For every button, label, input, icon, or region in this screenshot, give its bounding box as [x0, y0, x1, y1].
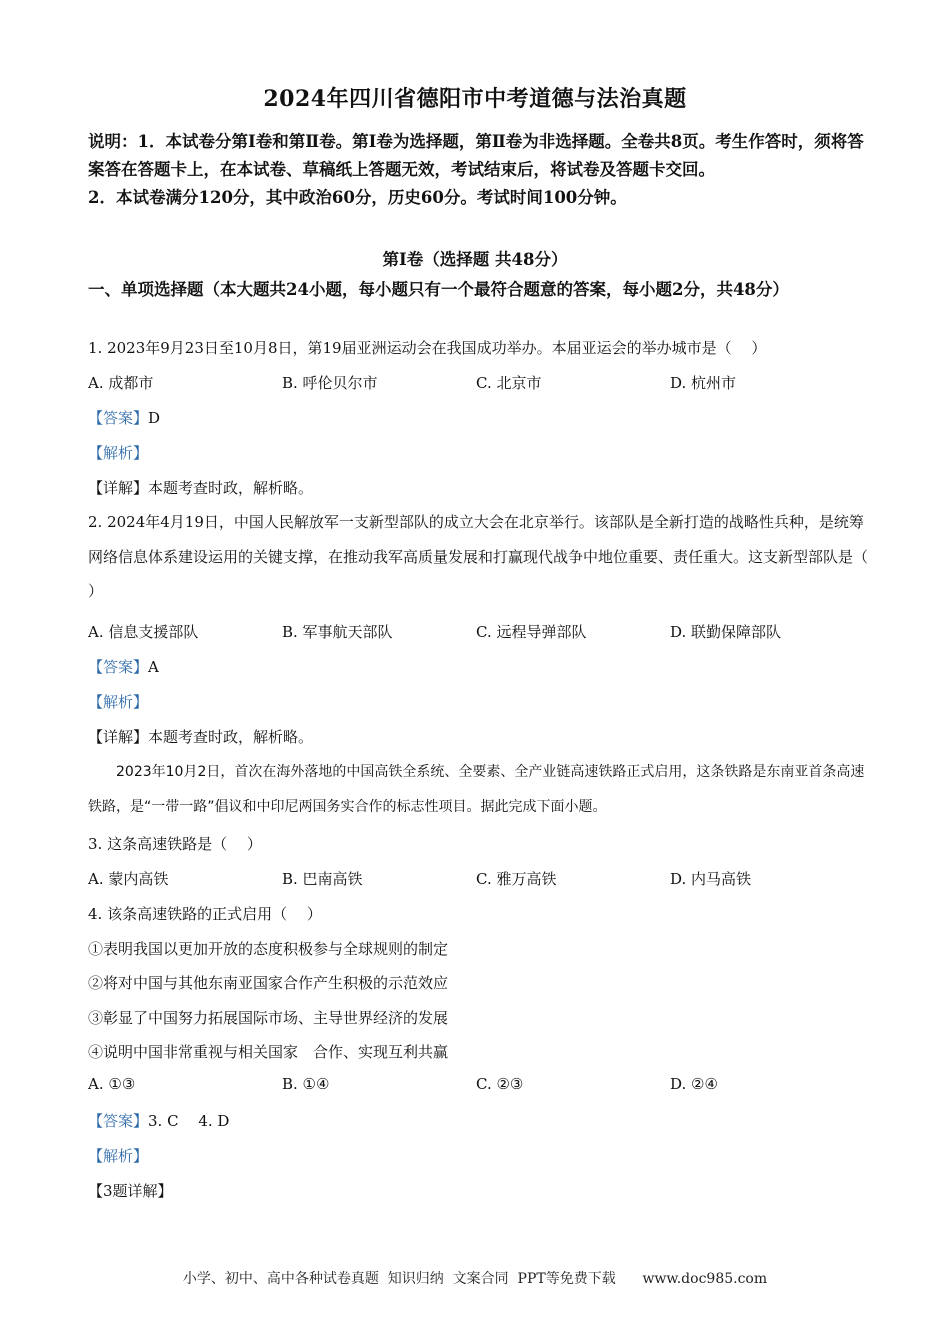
- q2-option-b: B. 军事航天部队: [282, 623, 393, 641]
- q1-option-c: C. 北京市: [476, 374, 542, 392]
- q3-option-a: A. 蒙内高铁: [88, 870, 169, 888]
- q1-stem: 1. 2023年9月23日至10月8日，第19届亚洲运动会在我国成功举办。本届亚运会的举办城市是（ ）: [88, 339, 767, 357]
- q1-options: [88, 372, 888, 394]
- q3-option-b: B. 巴南高铁: [282, 870, 363, 888]
- q1-analysis-label: 【解析】: [88, 444, 149, 462]
- q4-stem: 4. 该条高速铁路的正式启用（ ）: [88, 905, 322, 923]
- q4-option-d: D. ②④: [670, 1075, 718, 1093]
- q3-options: [88, 868, 888, 890]
- page-title: 2024年四川省德阳市中考道德与法治真题: [263, 86, 687, 112]
- q4-option-c: C. ②③: [476, 1075, 524, 1093]
- q4-option-b: B. ①④: [282, 1075, 330, 1093]
- q3-option-d: D. 内马高铁: [670, 870, 752, 888]
- q2-detail-text: 本题考查时政，解析略。: [148, 728, 314, 746]
- q4-item-2: ②将对中国与其他东南亚国家合作产生积极的示范效应: [88, 974, 449, 992]
- q1-detail: [88, 477, 313, 498]
- q4-item-3: ③彰显了中国努力拓展国际市场、主导世界经济的发展: [88, 1009, 449, 1027]
- q4-item-1: ①表明我国以更加开放的态度积极参与全球规则的制定: [88, 940, 449, 958]
- section-title: 第Ⅰ卷（选择题 共48分）: [382, 250, 568, 269]
- answer-label: 【答案】: [88, 1112, 149, 1130]
- q34-answer-value: 3. C 4. D: [148, 1112, 230, 1130]
- q2-analysis-label: 【解析】: [88, 693, 149, 711]
- q3-stem: 3. 这条高速铁路是（ ）: [88, 835, 262, 853]
- q1-answer-value: D: [148, 409, 161, 427]
- part-title: 一、单项选择题（本大题共24小题，每小题只有一个最符合题意的答案，每小题2分，共48分）: [88, 280, 789, 299]
- reading-material: [88, 755, 868, 824]
- q1-option-b: B. 呼伦贝尔市: [282, 374, 378, 392]
- q2-answer: [88, 656, 159, 677]
- q1-answer: [88, 407, 160, 428]
- q34-answer: [88, 1110, 229, 1131]
- q1-option-d: D. 杭州市: [670, 374, 737, 392]
- q34-analysis-label: 【解析】: [88, 1147, 149, 1165]
- q3-option-c: C. 雅万高铁: [476, 870, 557, 888]
- q4-options: [88, 1075, 888, 1097]
- q2-detail: [88, 726, 313, 747]
- q2-option-d: D. 联勤保障部队: [670, 623, 782, 641]
- q2-option-c: C. 远程导弹部队: [476, 623, 587, 641]
- q1-option-a: A. 成都市: [88, 374, 154, 392]
- instructions-p1: 说明：1．本试卷分第Ⅰ卷和第Ⅱ卷。第Ⅰ卷为选择题，第Ⅱ卷为非选择题。全卷共8页。考生作答时，须将答案答在答题卡上，在本试卷、草稿纸上答题无效，考试结束后，将试卷及答题卡交回。: [88, 132, 864, 179]
- detail-label: 【详解】: [88, 728, 149, 746]
- material-text: 2023年10月2日，首次在海外落地的中国高铁全系统、全要素、全产业链高速铁路正式启用，这条铁路是东南亚首条高速铁路，是“一带一路”倡议和中印尼两国务实合作的标志性项目。据此完成下面小题。: [88, 764, 865, 815]
- q2-stem: 2. 2024年4月19日，中国人民解放军一支新型部队的成立大会在北京举行。该部队是全新打造的战略性兵种，是统筹网络信息体系建设运用的关键支撑，在推动我军高质量发展和打赢现代战争中地位重要、责任重大。这支新型部队是（ ）: [88, 513, 888, 600]
- instructions-p2: 2．本试卷满分120分，其中政治60分，历史60分。考试时间100分钟。: [88, 188, 627, 207]
- q3-detail-label: 【3题详解】: [88, 1182, 173, 1200]
- detail-label: 【详解】: [88, 479, 149, 497]
- page-footer: 小学、初中、高中各种试卷真题 知识归纳 文案合同 PPT等免费下载 www.doc985.com: [182, 1271, 768, 1287]
- q2-option-a: A. 信息支援部队: [88, 623, 199, 641]
- q4-option-a: A. ①③: [88, 1075, 136, 1093]
- instructions: [88, 128, 868, 212]
- q2-options: [88, 621, 888, 643]
- q4-item-4: ④说明中国非常重视与相关国家 合作、实现互利共赢: [88, 1043, 449, 1061]
- answer-label: 【答案】: [88, 409, 149, 427]
- answer-label: 【答案】: [88, 658, 149, 676]
- q1-detail-text: 本题考查时政，解析略。: [148, 479, 314, 497]
- q2-answer-value: A: [148, 658, 159, 676]
